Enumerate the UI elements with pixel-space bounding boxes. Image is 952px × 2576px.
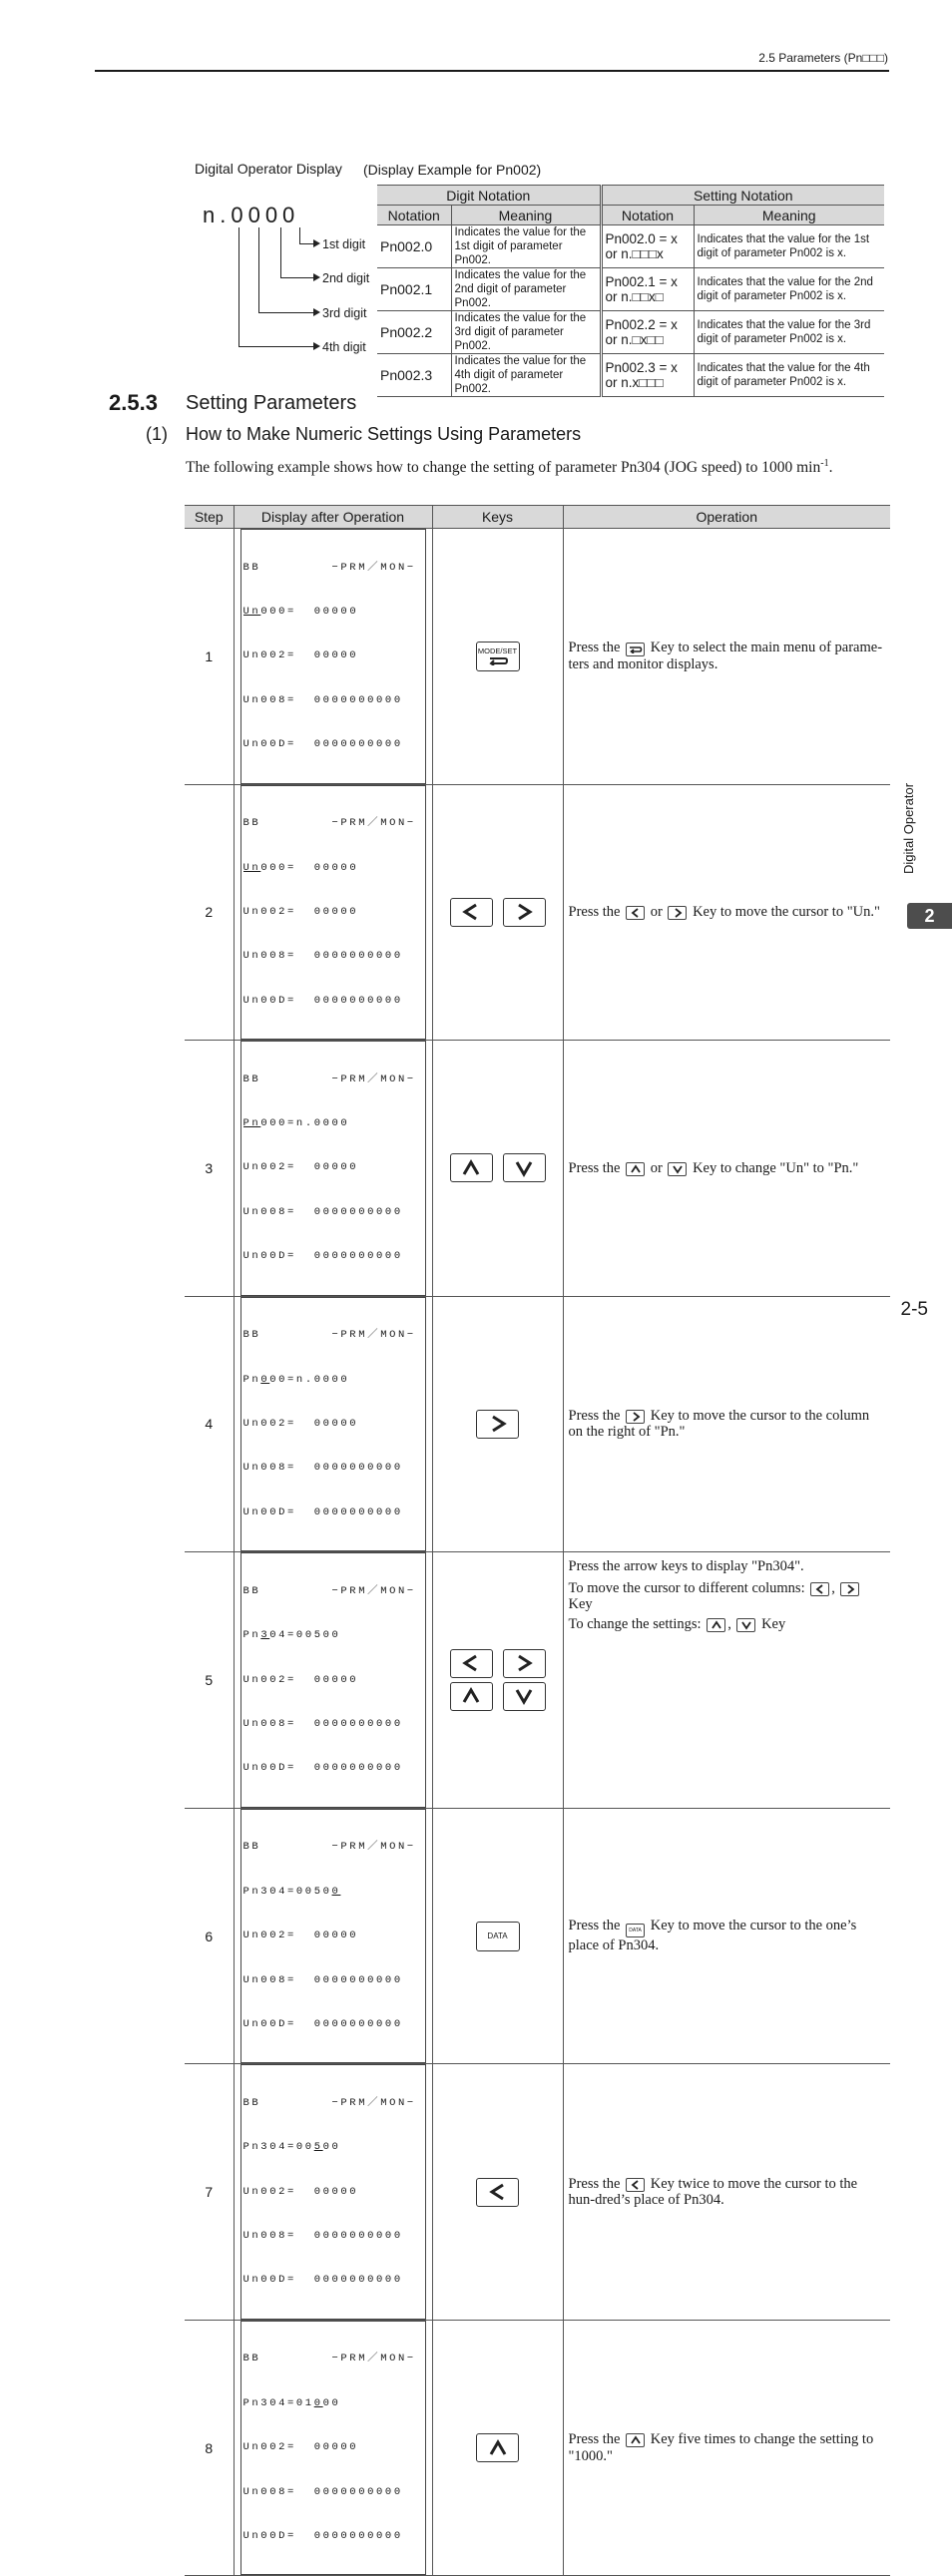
left-key[interactable]: [476, 2178, 519, 2207]
leader-4th: [238, 227, 316, 347]
group-header-digit: Digit Notation: [377, 186, 601, 206]
digit-meaning: Indicates the value for the 2nd digit of parameter Pn002.: [451, 268, 601, 311]
operation-cell: Press the DATA Key to move the cursor to the one’s place of Pn304.: [563, 1808, 890, 2064]
chevron-right-icon: [514, 1654, 534, 1672]
chapter-tab: 2: [907, 903, 952, 929]
chevron-left-icon: [461, 1654, 481, 1672]
keys-cell: [432, 1808, 563, 2064]
setting-meaning: Indicates that the value for the 2nd digit of parameter Pn002 is x.: [694, 268, 884, 311]
table-row: [377, 268, 884, 311]
step-number: 1: [185, 529, 234, 785]
operation-cell: Press the Key to select the main menu of parame-ters and monitor displays.: [563, 529, 890, 785]
right-key[interactable]: [503, 898, 546, 927]
chevron-left-icon: [461, 903, 481, 921]
step-number: 2: [185, 784, 234, 1041]
operation-cell: Press the Key twice to move the cursor to the hun-dred’s place of Pn304.: [563, 2064, 890, 2321]
step-number: 4: [185, 1296, 234, 1552]
col-header-step: Step: [185, 506, 234, 529]
operation-cell: Press the or Key to move the cursor to "Un.": [563, 784, 890, 1041]
lcd-display-cell: [234, 2320, 432, 2576]
col-header: Meaning: [451, 206, 601, 225]
lcd-display: BB −PRM／MON− Pn304=00500 Un002= 00000 Un008= 0000000000 Un00D= 0000000000: [240, 1552, 426, 1808]
step-number: 6: [185, 1808, 234, 2064]
up-key-icon: [626, 2433, 645, 2447]
down-key-icon: [736, 1618, 755, 1632]
setting-meaning: Indicates that the value for the 1st digit of parameter Pn002 is x.: [694, 225, 884, 268]
mode-set-key-icon: [626, 643, 645, 656]
keys-cell: [432, 2320, 563, 2576]
up-key[interactable]: [450, 1682, 493, 1711]
up-key[interactable]: [450, 1153, 493, 1182]
chevron-left-icon: [488, 2183, 508, 2201]
col-header-keys: Keys: [432, 506, 563, 529]
col-header: Notation: [601, 206, 694, 225]
lcd-display: BB −PRM／MON− Un000= 00000 Un002= 00000 Un008= 0000000000 Un00D= 0000000000: [240, 785, 426, 1041]
setting-notation: Pn002.1 = x or n.□□x□: [601, 268, 694, 311]
chevron-right-icon: [488, 1415, 508, 1433]
digit-notation: Pn002.0: [377, 225, 451, 268]
setting-meaning: Indicates that the value for the 4th digit of parameter Pn002 is x.: [694, 354, 884, 397]
right-key-icon: [840, 1582, 859, 1596]
operator-display-sample: n.0000: [203, 203, 300, 227]
chevron-down-icon: [515, 1686, 533, 1706]
step-number: 8: [185, 2320, 234, 2576]
left-key-icon: [626, 2178, 645, 2192]
col-header-operation: Operation: [563, 506, 890, 529]
col-header: Notation: [377, 206, 451, 225]
left-key-icon: [626, 906, 645, 920]
parameter-notation-table: [377, 185, 884, 397]
table-row: [185, 2320, 890, 2576]
digit-label-1: 1st digit: [322, 237, 366, 251]
operation-cell: Press the or Key to change "Un" to "Pn.": [563, 1041, 890, 1297]
col-header-display: Display after Operation: [234, 506, 432, 529]
chapter-side-label: Digital Operator: [901, 782, 916, 874]
lcd-display-cell: [234, 784, 432, 1041]
table-row: [377, 225, 884, 268]
down-key[interactable]: [503, 1153, 546, 1182]
col-header: Meaning: [694, 206, 884, 225]
digit-meaning: Indicates the value for the 4th digit of parameter Pn002.: [451, 354, 601, 397]
lcd-display: BB −PRM／MON− Pn304=01000 Un002= 00000 Un008= 0000000000 Un00D= 0000000000: [240, 2321, 426, 2576]
chevron-right-icon: [514, 903, 534, 921]
header-rule: [95, 70, 889, 72]
intro-paragraph: The following example shows how to change the setting of parameter Pn304 (JOG speed) to 1000 $\min^{-1}$.: [186, 458, 833, 477]
return-arrow-icon: [487, 655, 509, 665]
setting-meaning: Indicates that the value for the 3rd digit of parameter Pn002 is x.: [694, 311, 884, 354]
subsection-number: (1): [146, 424, 168, 444]
step-number: 7: [185, 2064, 234, 2321]
operation-cell: Press the Key five times to change the setting to "1000.": [563, 2320, 890, 2576]
digit-label-2: 2nd digit: [322, 271, 370, 285]
step-number: 5: [185, 1552, 234, 1809]
chevron-up-icon: [489, 2438, 507, 2458]
up-key-icon: [626, 1162, 645, 1176]
running-header: 2.5 Parameters (Pn□□□): [758, 51, 888, 65]
setting-notation: Pn002.0 = x or n.□□□x: [601, 225, 694, 268]
lcd-display-cell: [234, 1296, 432, 1552]
table-row: [185, 1808, 890, 2064]
table-row: [185, 784, 890, 1041]
data-key-icon: DATA: [626, 1924, 645, 1937]
digit-meaning: Indicates the value for the 3rd digit of parameter Pn002.: [451, 311, 601, 354]
diagram-title: Digital Operator Display: [195, 161, 342, 177]
digit-label-4: 4th digit: [322, 340, 366, 354]
page-number: 2-5: [900, 1299, 928, 1320]
left-key[interactable]: [450, 1649, 493, 1678]
lcd-display: BB −PRM／MON− Pn000=n.0000 Un002= 00000 Un008= 0000000000 Un00D= 0000000000: [240, 1041, 426, 1296]
left-key[interactable]: [450, 898, 493, 927]
chevron-up-icon: [462, 1686, 480, 1706]
keys-cell: [432, 1296, 563, 1552]
keys-cell: [432, 784, 563, 1041]
lcd-display: BB −PRM／MON− Un000= 00000 Un002= 00000 Un008= 0000000000 Un00D= 0000000000: [240, 529, 426, 784]
arrow-4th: [313, 342, 320, 350]
table-row: [185, 1041, 890, 1297]
table-row: [377, 311, 884, 354]
lcd-display-cell: [234, 1808, 432, 2064]
up-key[interactable]: [476, 2433, 519, 2462]
lcd-display: BB −PRM／MON− Pn000=n.0000 Un002= 00000 Un008= 0000000000 Un00D= 0000000000: [240, 1297, 426, 1552]
mode-set-key[interactable]: MODE/SET: [476, 642, 520, 671]
lcd-display-cell: [234, 2064, 432, 2321]
digit-notation: Pn002.1: [377, 268, 451, 311]
lcd-display-cell: [234, 1552, 432, 1809]
chevron-up-icon: [462, 1158, 480, 1178]
steps-table: [185, 505, 890, 2576]
digit-notation: Pn002.3: [377, 354, 451, 397]
keys-cell: [432, 2064, 563, 2321]
left-key-icon: [810, 1582, 829, 1596]
diagram-example: (Display Example for Pn002): [363, 162, 542, 178]
table-row: [185, 1296, 890, 1552]
down-key-icon: [668, 1162, 687, 1176]
keys-cell: [432, 1552, 563, 1809]
operation-cell: Press the Key to move the cursor to the column on the right of "Pn.": [563, 1296, 890, 1552]
digit-label-3: 3rd digit: [322, 306, 367, 320]
right-key[interactable]: [503, 1649, 546, 1678]
lcd-display-cell: [234, 529, 432, 785]
lcd-display-cell: [234, 1041, 432, 1297]
table-row: [377, 354, 884, 397]
digit-notation: Pn002.2: [377, 311, 451, 354]
lcd-display: BB −PRM／MON− Pn304=00500 Un002= 00000 Un008= 0000000000 Un00D= 0000000000: [240, 2064, 426, 2320]
right-key-icon: [668, 906, 687, 920]
setting-notation: Pn002.2 = x or n.□x□□: [601, 311, 694, 354]
setting-notation: Pn002.3 = x or n.x□□□: [601, 354, 694, 397]
subsection-title: How to Make Numeric Settings Using Parameters: [186, 424, 582, 444]
table-row: [185, 2064, 890, 2321]
operation-cell: Press the arrow keys to display "Pn304". To move the cursor to different columns: , Key To change the settings: , Key: [563, 1552, 890, 1809]
step-number: 3: [185, 1041, 234, 1297]
table-row: [185, 529, 890, 785]
digit-meaning: Indicates the value for the 1st digit of parameter Pn002.: [451, 225, 601, 268]
section-number: 2.5.3: [109, 390, 158, 415]
section-title: Setting Parameters: [186, 392, 357, 414]
right-key-icon: [626, 1410, 645, 1424]
table-row: [185, 1552, 890, 1809]
keys-cell: [432, 529, 563, 785]
data-key[interactable]: DATA: [476, 1922, 520, 1951]
group-header-setting: Setting Notation: [601, 186, 884, 206]
chevron-down-icon: [515, 1158, 533, 1178]
down-key[interactable]: [503, 1682, 546, 1711]
up-key-icon: [707, 1618, 725, 1632]
right-key[interactable]: [476, 1410, 519, 1439]
keys-cell: [432, 1041, 563, 1297]
lcd-display: BB −PRM／MON− Pn304=00500 Un002= 00000 Un008= 0000000000 Un00D= 0000000000: [240, 1809, 426, 2064]
